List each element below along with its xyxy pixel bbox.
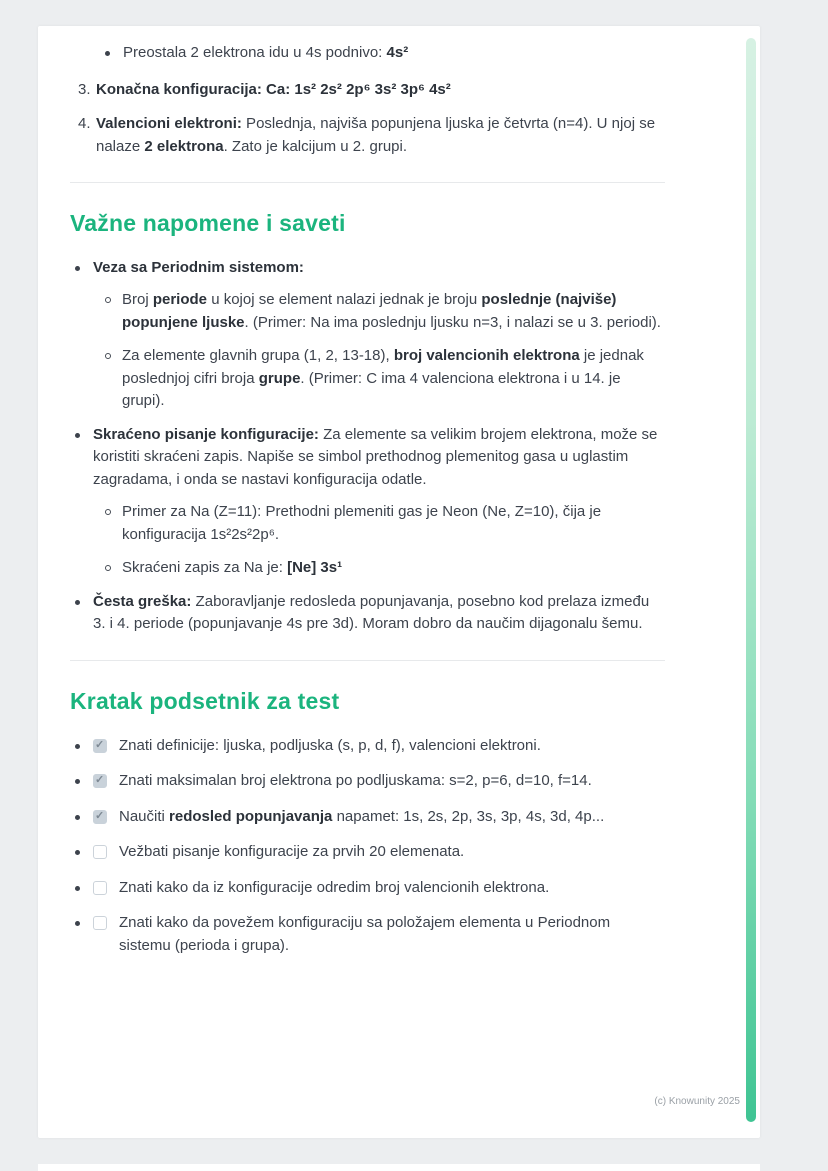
checkbox-icon[interactable] xyxy=(93,774,107,788)
paragraph-text xyxy=(96,113,665,158)
section-divider xyxy=(70,660,665,661)
circle-bullet-icon xyxy=(105,509,111,515)
sub-item-primer-na xyxy=(100,501,665,546)
text-run: Za elemente sa velikim brojem elektrona, može se koristiti skraćeni zapis. Napiše se simbol prethodnog plemenitog gasa u uglastim zagradama, i onda se nastavi konfiguracija odatle. xyxy=(93,425,658,488)
text-run: Primer za Na (Z=11): Prethodni plemeniti gas je Neon (Ne, Z=10), čija je konfiguracija 1s²2s²2p⁶. xyxy=(122,503,602,543)
list-item-preostala xyxy=(100,42,665,65)
bold-run: Česta greška: xyxy=(93,592,192,610)
page-content xyxy=(38,26,760,957)
text-run: u kojoj se element nalazi jednak je broju xyxy=(207,291,482,309)
copyright-footer: (c) Knowunity 2025 xyxy=(654,1096,740,1107)
text-run: Za elemente glavnih grupa (1, 2, 13-18), xyxy=(122,347,394,365)
bold-run: 4s² xyxy=(386,44,409,61)
paragraph-text xyxy=(93,591,665,636)
bold-run: grupe xyxy=(258,369,301,387)
checklist-item-text xyxy=(119,841,665,864)
bullet-icon xyxy=(75,744,80,749)
circle-bullet-icon xyxy=(105,297,111,303)
text-run: Broj xyxy=(122,291,153,309)
circle-bullet-icon xyxy=(105,565,111,571)
item-number: 3. xyxy=(78,80,91,98)
text-run: Poslednja, najviša popunjena ljuska je četvrta (n=4). U njoj se nalaze xyxy=(96,115,656,155)
section-divider xyxy=(70,182,665,183)
list-item-veza xyxy=(70,257,665,280)
text-run: Zaboravljanje redosleda popunjavanja, posebno kod prelaza između 3. i 4. periode (popunjavanje 4s pre 3d). Moram dobro da naučim dijagonalu šemu. xyxy=(93,592,650,633)
bold-run: 2 elektrona xyxy=(144,137,224,155)
checklist-item xyxy=(70,912,665,957)
paragraph-text xyxy=(123,42,665,65)
bullet-icon xyxy=(75,886,80,891)
checklist-item xyxy=(70,841,665,864)
bold-run: Veza sa Periodnim sistemom: xyxy=(93,258,304,276)
text-run: Znati kako da povežem konfiguraciju sa položajem elementa u Periodnom sistemu (perioda i grupa). xyxy=(119,914,611,954)
sub-list xyxy=(70,501,665,580)
bullet-icon xyxy=(75,815,80,820)
next-page-top-edge xyxy=(38,1164,760,1171)
numbered-item-4 xyxy=(70,113,665,158)
checklist-item xyxy=(70,806,665,829)
list-item-skraceno xyxy=(70,424,665,492)
list-item-cesta-greska xyxy=(70,591,665,636)
text-run: Skraćeni zapis za Na je: xyxy=(122,559,288,577)
text-run: Znati definicije: ljuska, podljuska (s, p, d, f), valencioni elektroni. xyxy=(119,736,541,754)
checklist-item xyxy=(70,877,665,900)
bold-run: Konačna konfiguracija: Ca: 1s² 2s² 2p⁶ 3s² 3p⁶ 4s² xyxy=(96,80,451,98)
numbered-item-3 xyxy=(70,79,665,102)
paragraph-text xyxy=(122,557,665,580)
circle-bullet-icon xyxy=(105,353,111,359)
paragraph-text xyxy=(93,257,665,280)
paragraph-text xyxy=(122,345,665,413)
checklist-item-text xyxy=(119,877,665,900)
text-run: Naučiti xyxy=(119,807,170,825)
checklist-item-text xyxy=(119,912,665,957)
sub-item-periode xyxy=(100,289,665,334)
bullet-icon xyxy=(75,266,80,271)
sub-list xyxy=(70,289,665,413)
checkbox-icon[interactable] xyxy=(93,916,107,930)
bold-run: redosled popunjavanja xyxy=(169,807,333,825)
bold-run: broj valencionih elektrona xyxy=(393,347,580,365)
paragraph-text xyxy=(93,424,665,492)
sub-item-grupe xyxy=(100,345,665,413)
document-page xyxy=(38,26,760,1138)
checklist-item xyxy=(70,770,665,793)
section-heading-reminder: Kratak podsetnik za test xyxy=(70,687,340,714)
paragraph-text xyxy=(122,501,665,546)
item-number: 4. xyxy=(78,115,91,132)
text-run: Znati maksimalan broj elektrona po podljuskama: s=2, p=6, d=10, f=14. xyxy=(119,772,592,790)
bullet-icon xyxy=(75,850,80,855)
checkbox-icon[interactable] xyxy=(93,881,107,895)
text-run: je jednak poslednjoj cifri broja xyxy=(122,347,644,387)
text-run: Vežbati pisanje konfiguracije za prvih 20 elemenata. xyxy=(119,843,465,861)
paragraph-text xyxy=(96,79,665,102)
bold-run: poslednje (najviše) popunjene ljuske xyxy=(122,291,617,331)
bold-run: periode xyxy=(152,291,208,309)
bullet-icon xyxy=(75,600,80,605)
checklist-item-text xyxy=(119,806,665,829)
bullet-icon xyxy=(75,779,80,784)
checklist-item xyxy=(70,735,665,758)
text-run: napamet: 1s, 2s, 2p, 3s, 3p, 4s, 3d, 4p... xyxy=(332,807,605,825)
paragraph-text xyxy=(122,289,665,334)
text-run: . Zato je kalcijum u 2. grupi. xyxy=(223,137,408,155)
text-run: Znati kako da iz konfiguracije odredim broj valencionih elektrona. xyxy=(119,878,550,896)
checklist-item-text xyxy=(119,735,665,758)
bold-run: [Ne] 3s¹ xyxy=(287,559,343,577)
checkbox-icon[interactable] xyxy=(93,810,107,824)
text-run: . (Primer: Na ima poslednju ljusku n=3, i nalazi se u 3. periodi). xyxy=(244,313,661,331)
checklist-item-text xyxy=(119,770,665,793)
bold-run: Skraćeno pisanje konfiguracije: xyxy=(93,425,319,443)
bold-run: Valencioni elektroni: xyxy=(96,115,242,132)
bullet-icon xyxy=(105,51,110,56)
bullet-icon xyxy=(75,921,80,926)
sub-item-skraceni-zapis xyxy=(100,557,665,580)
text-run: Preostala 2 elektrona idu u 4s podnivo: xyxy=(123,44,387,61)
section-heading-notes: Važne napomene i saveti xyxy=(70,210,346,236)
text-run: . (Primer: C ima 4 valenciona elektrona i u 14. je grupi). xyxy=(122,369,621,410)
checkbox-icon[interactable] xyxy=(93,845,107,859)
bullet-icon xyxy=(75,433,80,438)
checkbox-icon[interactable] xyxy=(93,739,107,753)
